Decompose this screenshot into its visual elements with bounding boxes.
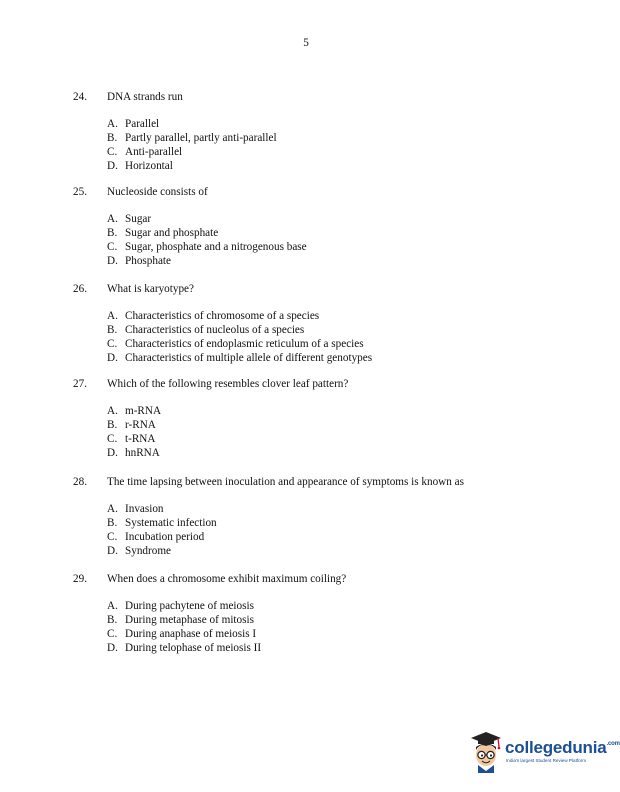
option-b: B. Characteristics of nucleolus of a species bbox=[107, 323, 305, 336]
option-b: B. Partly parallel, partly anti-parallel bbox=[107, 131, 277, 144]
collegedunia-logo bbox=[469, 729, 620, 775]
option-a: A. During pachytene of meiosis bbox=[107, 600, 254, 612]
question-27 bbox=[73, 378, 553, 461]
brand-tagline: India's largest Student Review Platform bbox=[506, 758, 587, 763]
option-list bbox=[107, 600, 553, 656]
option-list bbox=[107, 503, 553, 559]
option-c: C. Characteristics of endoplasmic reticulum of a species bbox=[107, 337, 364, 350]
question-text: What is karyotype? bbox=[107, 283, 194, 295]
option-b: B. r-RNA bbox=[107, 418, 156, 431]
question-text: Which of the following resembles clover leaf pattern? bbox=[107, 378, 349, 390]
question-number: 28. bbox=[73, 476, 87, 488]
question-text: DNA strands run bbox=[107, 91, 183, 103]
question-number: 26. bbox=[73, 283, 87, 295]
question-number: 29. bbox=[73, 573, 87, 585]
option-list bbox=[107, 118, 553, 174]
option-a: A. m-RNA bbox=[107, 405, 162, 417]
option-list bbox=[107, 213, 553, 269]
question-29 bbox=[73, 573, 553, 656]
option-d: D. Phosphate bbox=[107, 254, 171, 267]
question-text: The time lapsing between inoculation and appearance of symptoms is known as bbox=[107, 476, 464, 488]
option-b: B. Systematic infection bbox=[107, 516, 217, 529]
option-a: A. Characteristics of chromosome of a species bbox=[107, 310, 320, 322]
option-b: B. Sugar and phosphate bbox=[107, 226, 219, 239]
option-c: C. Incubation period bbox=[107, 530, 205, 543]
question-26 bbox=[73, 283, 553, 366]
option-a: A. Parallel bbox=[107, 118, 160, 130]
question-text: Nucleoside consists of bbox=[107, 186, 208, 198]
option-a: A. Invasion bbox=[107, 503, 164, 515]
question-24 bbox=[73, 91, 553, 174]
page-number: 5 bbox=[303, 37, 309, 49]
option-d: D. During telophase of meiosis II bbox=[107, 641, 262, 654]
option-d: D. Horizontal bbox=[107, 159, 173, 172]
option-d: D. hnRNA bbox=[107, 446, 160, 459]
option-c: C. t-RNA bbox=[107, 432, 156, 445]
option-list bbox=[107, 310, 553, 366]
option-b: B. During metaphase of mitosis bbox=[107, 613, 254, 626]
question-25 bbox=[73, 186, 553, 269]
brand-name: collegedunia$^{.com}$ bbox=[505, 738, 620, 757]
option-c: C. Anti-parallel bbox=[107, 145, 183, 158]
graduate-mascot-icon bbox=[469, 729, 503, 773]
option-a: A. Sugar bbox=[107, 213, 152, 225]
option-c: C. During anaphase of meiosis I bbox=[107, 627, 257, 640]
option-c: C. Sugar, phosphate and a nitrogenous base bbox=[107, 240, 307, 253]
question-number: 25. bbox=[73, 186, 87, 198]
option-d: D. Characteristics of multiple allele of different genotypes bbox=[107, 351, 373, 364]
question-number: 24. bbox=[73, 91, 87, 103]
option-list bbox=[107, 405, 553, 461]
option-d: D. Syndrome bbox=[107, 544, 171, 557]
question-text: When does a chromosome exhibit maximum coiling? bbox=[107, 573, 347, 585]
question-number: 27. bbox=[73, 378, 87, 390]
question-28 bbox=[73, 476, 553, 559]
